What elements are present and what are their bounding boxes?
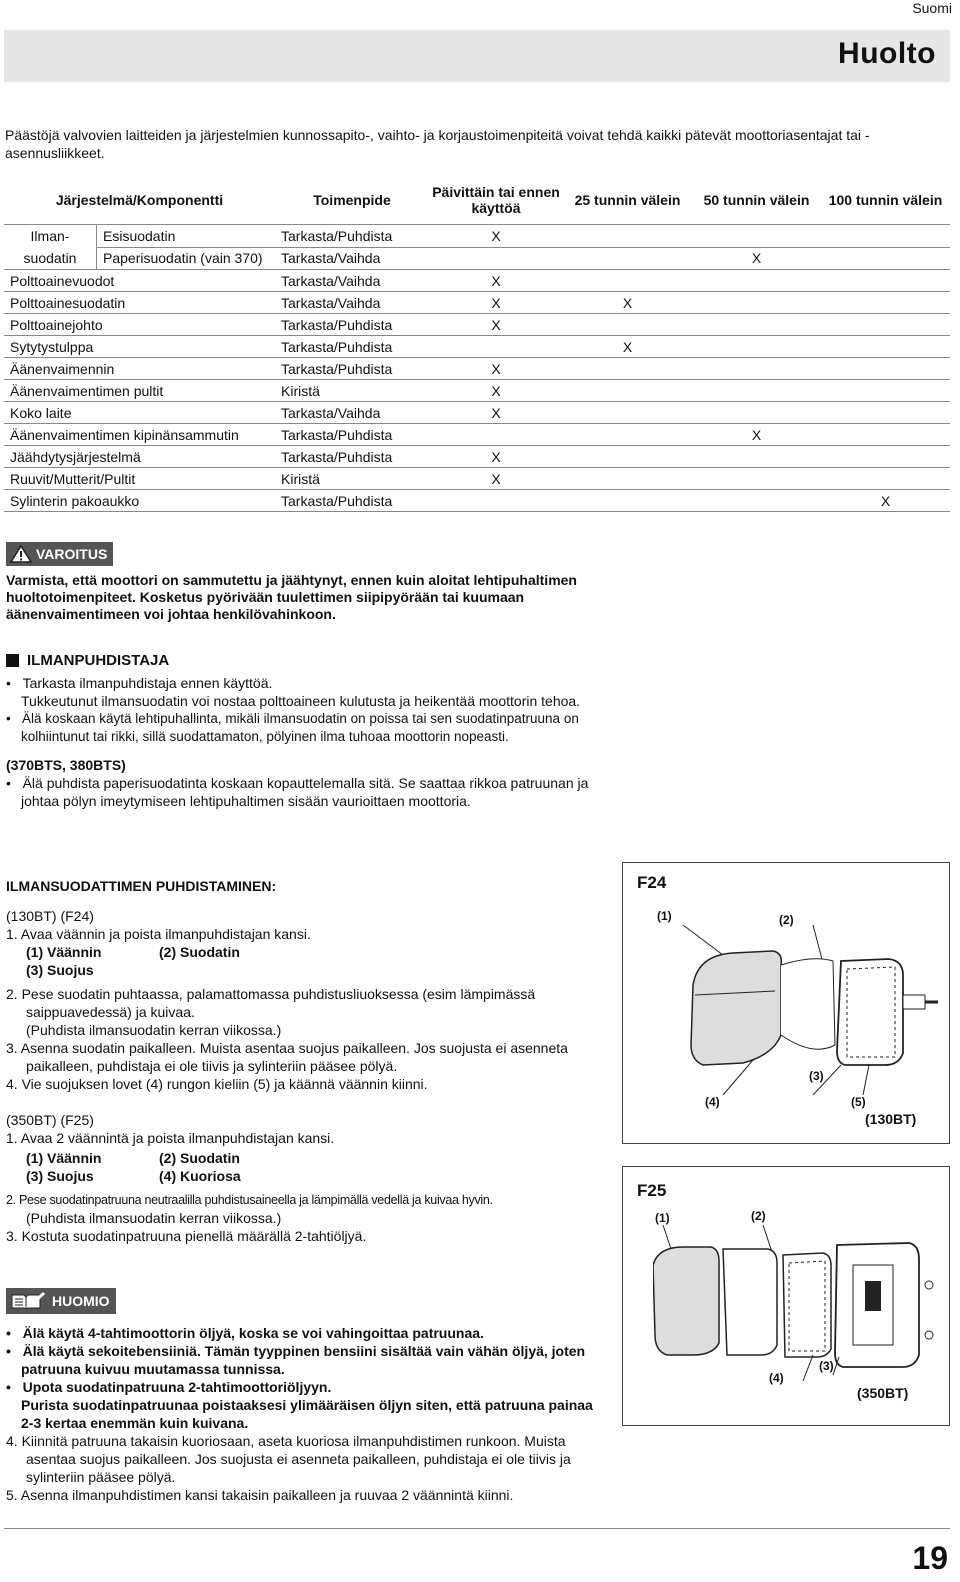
parts-list — [6, 1149, 606, 1167]
cell-component: Sylinterin pakoaukko — [4, 490, 275, 512]
cell-h50 — [692, 336, 821, 358]
table-row — [4, 314, 950, 336]
sub-130bt: (130BT) (F24) — [6, 908, 94, 924]
bullet-item: • Tarkasta ilmanpuhdistaja ennen käyttöä. — [6, 675, 273, 691]
warning-label: VAROITUS — [36, 546, 108, 562]
maintenance-table — [4, 182, 950, 512]
bullet-item: • Älä koskaan käytä lehtipuhallinta, mikäli ilmansuodatin on poissa tai sen suodatinpatruuna on kolhiintunut tai rikki, sillä suodattamaton, pölyinen ilma tuhoaa moottorin nopeasti. — [6, 711, 579, 744]
cleaning-heading: ILMANSUODATTIMEN PUHDISTAMINEN: — [6, 878, 277, 894]
callout-1: (1) — [655, 1211, 670, 1225]
cell-h50 — [692, 292, 821, 314]
cell-action: Tarkasta/Vaihda — [275, 402, 429, 424]
cell-h25 — [563, 270, 692, 292]
cell-daily — [429, 490, 563, 512]
cell-daily — [429, 336, 563, 358]
cell-component: Paperisuodatin (vain 370) — [97, 247, 276, 270]
cell-component: Äänenvaimentimen kipinänsammutin — [4, 424, 275, 446]
part: (3) Suojus — [26, 962, 94, 978]
table-row — [4, 402, 950, 424]
intro-paragraph: Päästöjä valvovien laitteiden ja järjestelmien kunnossapito-, vaihto- ja korjaustoimenpiteitä voivat tehdä kaikki pätevät moottoriasentajat tai -asennusliikkeet. — [5, 127, 870, 161]
step-note: (Puhdista ilmansuodatin kerran viikossa.) — [26, 1022, 282, 1038]
group-label-line: suodatin — [23, 250, 77, 266]
cell-h25 — [563, 402, 692, 424]
group-label-air-filter — [4, 225, 97, 270]
header-action: Toimenpide — [313, 192, 391, 208]
bullet-item: • Älä käytä 4-tahtimoottorin öljyä, koska se voi vahingoittaa patruunaa. — [6, 1325, 484, 1341]
step: 2. Pese suodatinpatruuna neutraalilla puhdistusaineella ja lämpimällä vedellä ja kuivaa hyvin. — [6, 1193, 493, 1207]
cell-h50 — [692, 314, 821, 336]
cell-h100 — [821, 314, 950, 336]
bullet-text: Upota suodatinpatruuna 2-tahtimoottoriöljyyn. — [22, 1379, 332, 1395]
cell-h100 — [821, 358, 950, 380]
bullet-text: Älä koskaan käytä lehtipuhallinta, mikäli ilmansuodatin on poissa tai sen suodatinpatruuna on kolhiintunut tai rikki, sillä suodattamaton, pölyinen ilma tuhoaa moottorin nopeasti. — [21, 711, 579, 744]
cell-daily: X — [429, 380, 563, 402]
table-row — [4, 336, 950, 358]
cell-component: Esisuodatin — [97, 225, 276, 248]
step: 3. Kostuta suodatinpatruuna pienellä määrällä 2-tahtiöljyä. — [6, 1228, 367, 1244]
air-cleaner-heading-text: ILMANPUHDISTAJA — [27, 652, 170, 669]
cell-h100 — [821, 247, 950, 270]
part: (1) Väännin — [26, 1150, 102, 1166]
cell-action: Tarkasta/Puhdista — [275, 358, 429, 380]
cell-action: Tarkasta/Puhdista — [275, 446, 429, 468]
cleaning-section — [6, 877, 606, 1245]
table-row — [4, 225, 950, 248]
warning-badge — [6, 542, 113, 566]
cell-action: Tarkasta/Puhdista — [275, 424, 429, 446]
cell-action: Tarkasta/Puhdista — [275, 336, 429, 358]
table-row — [4, 490, 950, 512]
bullet-item: • Älä puhdista paperisuodatinta koskaan kopauttelemalla sitä. Se saattaa rikkoa patruunan ja johtaa pölyn imeytymiseen lehtipuhaltimen sisään vaurioittaen moottoria. — [6, 775, 589, 809]
cell-h50 — [692, 490, 821, 512]
cell-h100 — [821, 446, 950, 468]
part: (2) Suodatin — [159, 944, 240, 960]
group-label-line: Ilman- — [30, 228, 70, 244]
table-row — [4, 270, 950, 292]
cell-component: Äänenvaimentimen pultit — [4, 380, 275, 402]
cell-h50 — [692, 225, 821, 248]
table-row — [4, 292, 950, 314]
header-25h: 25 tunnin välein — [574, 192, 681, 208]
callout-5: (5) — [851, 1095, 866, 1109]
part: (1) Väännin — [26, 944, 102, 960]
callout-1: (1) — [657, 909, 672, 923]
cell-component: Äänenvaimennin — [4, 358, 275, 380]
figure-f24 — [622, 862, 950, 1144]
cell-daily: X — [429, 225, 563, 248]
step: 4. Kiinnitä patruuna takaisin kuoriosaan, aseta kuoriosa ilmanpuhdistimen runkoon. Muista asentaa suojus paikalleen. Jos suojusta ei asenneta paikalleen, puhdistaja ei ole tiivis ja sylinteriin pääsee pölyä. — [6, 1433, 571, 1485]
cell-daily: X — [429, 358, 563, 380]
cell-action: Tarkasta/Puhdista — [275, 490, 429, 512]
cell-action: Tarkasta/Puhdista — [275, 225, 429, 248]
square-bullet-icon — [6, 654, 19, 667]
step: 5. Asenna ilmanpuhdistimen kansi takaisin paikalleen ja ruuvaa 2 väännintä kiinni. — [6, 1487, 514, 1503]
bullet-text: Älä käytä sekoitebensiiniä. Tämän tyyppinen bensiini sisältää vain vähän öljyä, joten patruuna kuivuu muutamassa tunnissa. — [21, 1343, 586, 1377]
cell-h50 — [692, 380, 821, 402]
cell-h50: X — [692, 247, 821, 270]
table-row — [4, 247, 950, 270]
cell-component: Polttoainejohto — [4, 314, 275, 336]
model-label: (350BT) — [857, 1385, 909, 1401]
cell-h100 — [821, 402, 950, 424]
header-100h: 100 tunnin välein — [828, 192, 943, 208]
cell-h25: X — [563, 336, 692, 358]
cell-h50 — [692, 446, 821, 468]
step: 3. Asenna suodatin paikalleen. Muista asentaa suojus paikalleen. Jos suojusta ei asenneta paikalleen, puhdistaja ei ole tiivis ja sylinteriin pääsee pölyä. — [6, 1040, 568, 1074]
step: 2. Pese suodatin puhtaassa, palamattomassa puhdistusliuoksessa (esim lämpimässä saippuavedessä) ja kuivaa. — [6, 986, 536, 1020]
parts-list — [6, 1167, 606, 1185]
cell-daily: X — [429, 402, 563, 424]
cell-daily: X — [429, 270, 563, 292]
page-number: 19 — [912, 1540, 948, 1576]
note-badge — [6, 1288, 116, 1314]
cell-component: Ruuvit/Mutterit/Pultit — [4, 468, 275, 490]
air-cleaner-heading — [6, 652, 169, 669]
cell-h50 — [692, 468, 821, 490]
callout-4: (4) — [769, 1371, 784, 1385]
cell-h25 — [563, 314, 692, 336]
header-daily: Päivittäin tai ennen käyttöä — [432, 184, 560, 216]
cell-component: Jäähdytysjärjestelmä — [4, 446, 275, 468]
cell-h25 — [563, 446, 692, 468]
table-row — [4, 358, 950, 380]
step: 1. Avaa väännin ja poista ilmanpuhdistajan kansi. — [6, 926, 311, 942]
cell-h25: X — [563, 292, 692, 314]
air-cleaner-130bt-drawing — [663, 925, 943, 1105]
bullet-text: Tarkasta ilmanpuhdistaja ennen käyttöä. — [22, 675, 273, 691]
title-bar — [4, 30, 950, 82]
callout-2: (2) — [779, 913, 794, 927]
cell-h50 — [692, 270, 821, 292]
cell-component: Polttoainevuodot — [4, 270, 275, 292]
header-50h: 50 tunnin välein — [703, 192, 810, 208]
warning-triangle-icon — [10, 545, 32, 563]
language-label: Suomi — [912, 0, 952, 16]
cell-action: Kiristä — [275, 468, 429, 490]
cell-action: Tarkasta/Vaihda — [275, 270, 429, 292]
header-component: Järjestelmä/Komponentti — [55, 192, 224, 208]
figure-f25 — [622, 1166, 950, 1426]
cell-h50: X — [692, 424, 821, 446]
callout-3: (3) — [819, 1359, 834, 1373]
cell-h25 — [563, 358, 692, 380]
model-label: (130BT) — [865, 1111, 917, 1127]
bullet-item: • Älä käytä sekoitebensiiniä. Tämän tyyppinen bensiini sisältää vain vähän öljyä, joten patruuna kuivuu muutamassa tunnissa. — [6, 1343, 586, 1377]
figure-label: F25 — [637, 1181, 667, 1200]
part: (2) Suodatin — [159, 1150, 240, 1166]
cell-component: Polttoainesuodatin — [4, 292, 275, 314]
cell-h25 — [563, 468, 692, 490]
cell-daily: X — [429, 468, 563, 490]
cell-component: Sytytystulppa — [4, 336, 275, 358]
footer-rule — [4, 1528, 950, 1529]
cell-daily: X — [429, 292, 563, 314]
cell-daily — [429, 424, 563, 446]
air-cleaner-body — [6, 674, 606, 810]
cell-h25 — [563, 424, 692, 446]
cell-daily: X — [429, 314, 563, 336]
bullet-item: • Upota suodatinpatruuna 2-tahtimoottoriöljyyn. — [6, 1379, 332, 1395]
cell-h100 — [821, 336, 950, 358]
cell-h25 — [563, 490, 692, 512]
cell-h100 — [821, 225, 950, 248]
cell-h25 — [563, 225, 692, 248]
bullet-text: Älä puhdista paperisuodatinta koskaan kopauttelemalla sitä. Se saattaa rikkoa patruunan ja johtaa pölyn imeytymiseen lehtipuhaltimen sisään vaurioittaen moottoria. — [21, 775, 589, 809]
warning-text: Varmista, että moottori on sammutettu ja jäähtynyt, ennen kuin aloitat lehtipuhaltimen huoltotoimenpiteet. Kosketus pyörivään tuulettimen siipipyörään tai kuumaan äänenvaimentimeen voi johtaa henkilövahinkoon. — [6, 572, 577, 622]
page-title: Huolto — [838, 37, 936, 70]
cell-component: Koko laite — [4, 402, 275, 424]
cell-daily: X — [429, 446, 563, 468]
part: (4) Kuoriosa — [159, 1168, 241, 1184]
callout-4: (4) — [705, 1095, 720, 1109]
note-section — [6, 1324, 606, 1504]
table-row — [4, 446, 950, 468]
sub-350bt: (350BT) (F25) — [6, 1112, 94, 1128]
bullet-continuation: Tukkeutunut ilmansuodatin voi nostaa polttoaineen kulutusta ja heikentää moottorin tehoa. — [21, 693, 581, 709]
cell-h100 — [821, 424, 950, 446]
cell-h25 — [563, 380, 692, 402]
cell-daily — [429, 247, 563, 270]
table-row — [4, 424, 950, 446]
cell-h100 — [821, 380, 950, 402]
cell-h50 — [692, 358, 821, 380]
step-note: (Puhdista ilmansuodatin kerran viikossa.) — [26, 1210, 282, 1226]
cell-h100 — [821, 270, 950, 292]
step: 4. Vie suojuksen lovet (4) rungon kieliin (5) ja käännä väännin kiinni. — [6, 1076, 428, 1092]
note-label: HUOMIO — [52, 1293, 110, 1309]
book-pencil-icon — [10, 1292, 46, 1310]
cell-action: Tarkasta/Vaihda — [275, 247, 429, 270]
cell-action: Kiristä — [275, 380, 429, 402]
table-row — [4, 380, 950, 402]
cell-h25 — [563, 247, 692, 270]
cell-h100 — [821, 292, 950, 314]
bullet-continuation: Purista suodatinpatruunaa poistaaksesi ylimääräisen öljyn siten, että patruuna painaa 2-3 kertaa enemmän kuin kuivana. — [21, 1397, 593, 1431]
callout-3: (3) — [809, 1069, 824, 1083]
cell-action: Tarkasta/Puhdista — [275, 314, 429, 336]
air-cleaner-350bt-drawing — [653, 1225, 943, 1385]
parts-list — [6, 943, 606, 961]
callout-2: (2) — [751, 1209, 766, 1223]
cell-h100: X — [821, 490, 950, 512]
part: (3) Suojus — [26, 1168, 94, 1184]
cell-h50 — [692, 402, 821, 424]
table-header-row — [4, 182, 950, 225]
models-heading: (370BTS, 380BTS) — [6, 757, 126, 773]
figure-label: F24 — [637, 873, 667, 892]
cell-h100 — [821, 468, 950, 490]
cell-action: Tarkasta/Vaihda — [275, 292, 429, 314]
step: 1. Avaa 2 väännintä ja poista ilmanpuhdistajan kansi. — [6, 1130, 335, 1146]
table-row — [4, 468, 950, 490]
bullet-text: Älä käytä 4-tahtimoottorin öljyä, koska se voi vahingoittaa patruunaa. — [22, 1325, 484, 1341]
